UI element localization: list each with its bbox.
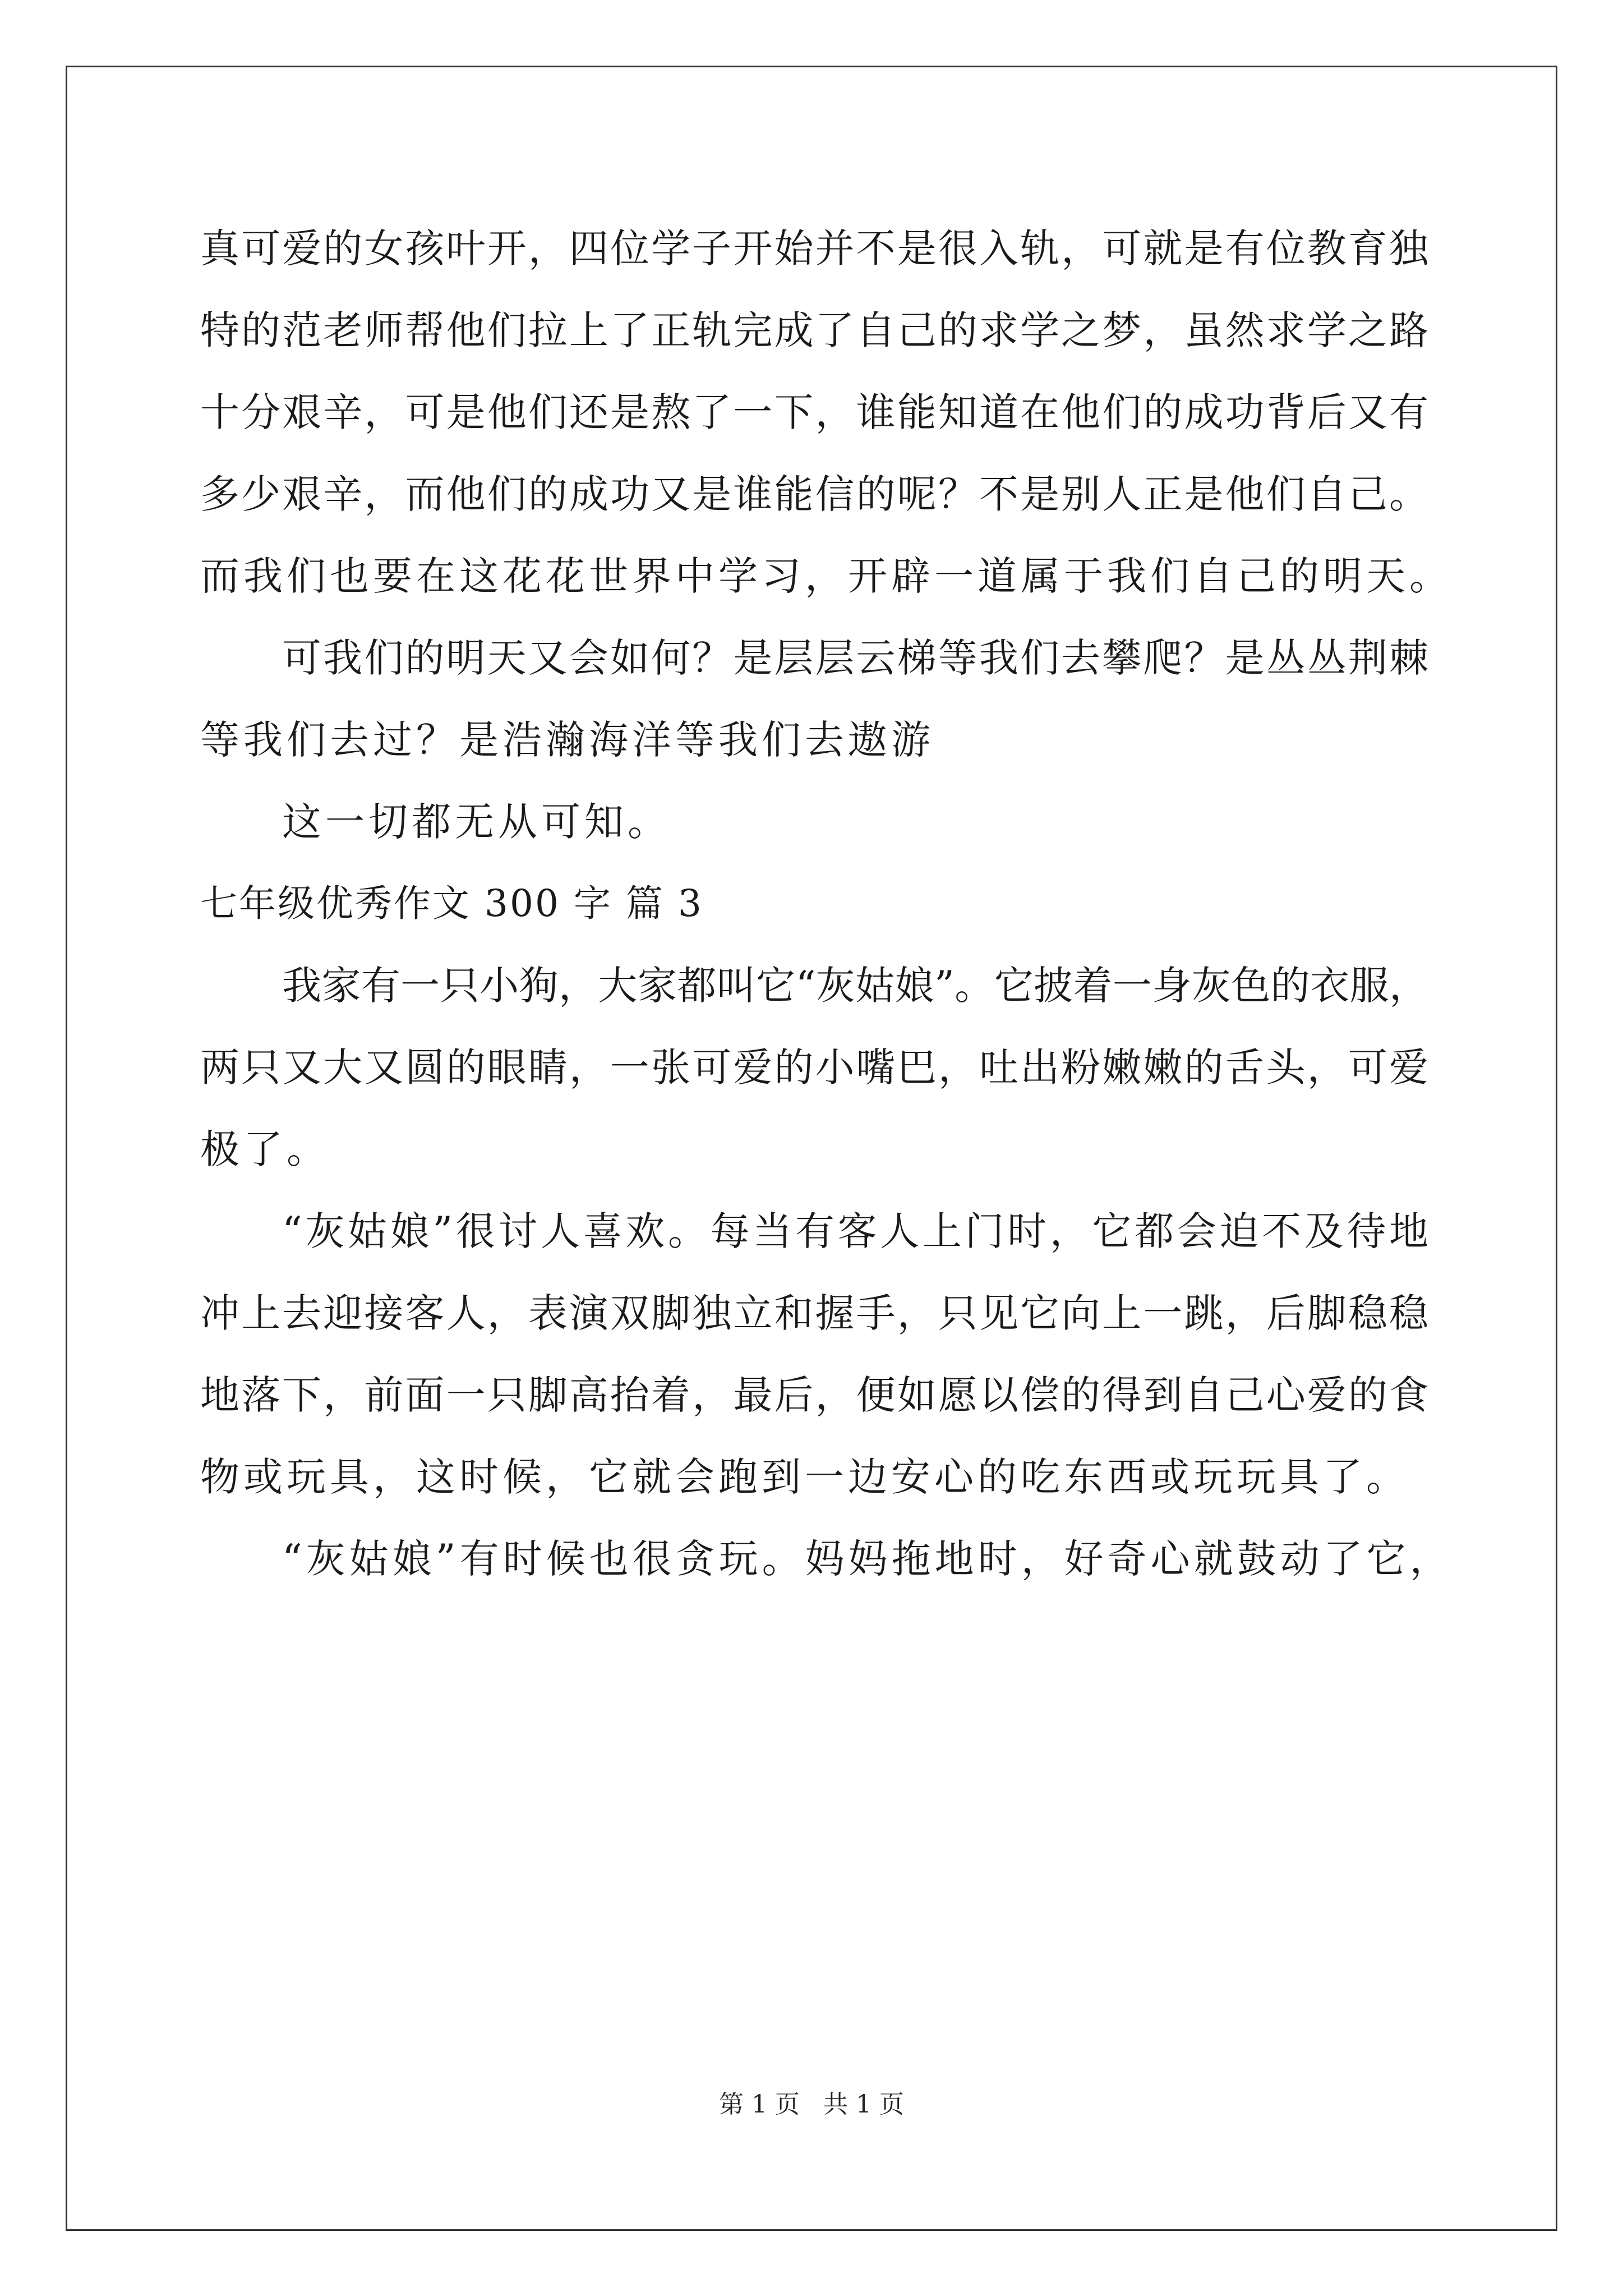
text-line: 而我们也要在这花花世界中学习，开辟一道属于我们自己的明天。 bbox=[200, 553, 1453, 599]
paragraph-start-line: “灰姑娘”很讨人喜欢。每当有客人上门时，它都会迫不及待地 bbox=[282, 1208, 1428, 1254]
text-line: 十分艰辛，可是他们还是熬了一下，谁能知道在他们的成功背后又有 bbox=[200, 389, 1428, 435]
text-line: 真可爱的女孩叶开，四位学子开始并不是很入轨，可就是有位教育独 bbox=[200, 226, 1428, 272]
text-line: 冲上去迎接客人，表演双脚独立和握手，只见它向上一跳，后脚稳稳 bbox=[200, 1290, 1428, 1336]
paragraph-start-line: “灰姑娘”有时候也很贪玩。妈妈拖地时，好奇心就鼓动了它， bbox=[282, 1536, 1453, 1582]
paragraph-start-line: 我家有一只小狗，大家都叫它“灰姑娘”。它披着一身灰色的衣服， bbox=[282, 963, 1428, 1009]
section-heading: 七年级优秀作文 300 字 篇 3 bbox=[200, 882, 703, 925]
text-line: 等我们去过？是浩瀚海洋等我们去遨游 bbox=[200, 717, 934, 763]
text-line: 特的范老师帮他们拉上了正轨完成了自己的求学之梦，虽然求学之路 bbox=[200, 307, 1428, 353]
paragraph-start-line: 可我们的明天又会如何？是层层云梯等我们去攀爬？是丛丛荆棘 bbox=[282, 635, 1428, 681]
text-line: 两只又大又圆的眼睛，一张可爱的小嘴巴，吐出粉嫩嫩的舌头，可爱 bbox=[200, 1045, 1428, 1091]
text-line: 极了。 bbox=[200, 1126, 330, 1172]
text-line: 地落下，前面一只脚高抬着，最后，便如愿以偿的得到自己心爱的食 bbox=[200, 1372, 1428, 1418]
document-body bbox=[200, 208, 1453, 1600]
text-line: 多少艰辛，而他们的成功又是谁能信的呢？不是别人正是他们自己。 bbox=[200, 471, 1428, 517]
text-line: 物或玩具，这时候，它就会跑到一边安心的吃东西或玩玩具了。 bbox=[200, 1454, 1409, 1500]
paragraph-start-line: 这一切都无从可知。 bbox=[282, 799, 671, 845]
page-footer: 第 1 页 共 1 页 bbox=[719, 2090, 904, 2119]
